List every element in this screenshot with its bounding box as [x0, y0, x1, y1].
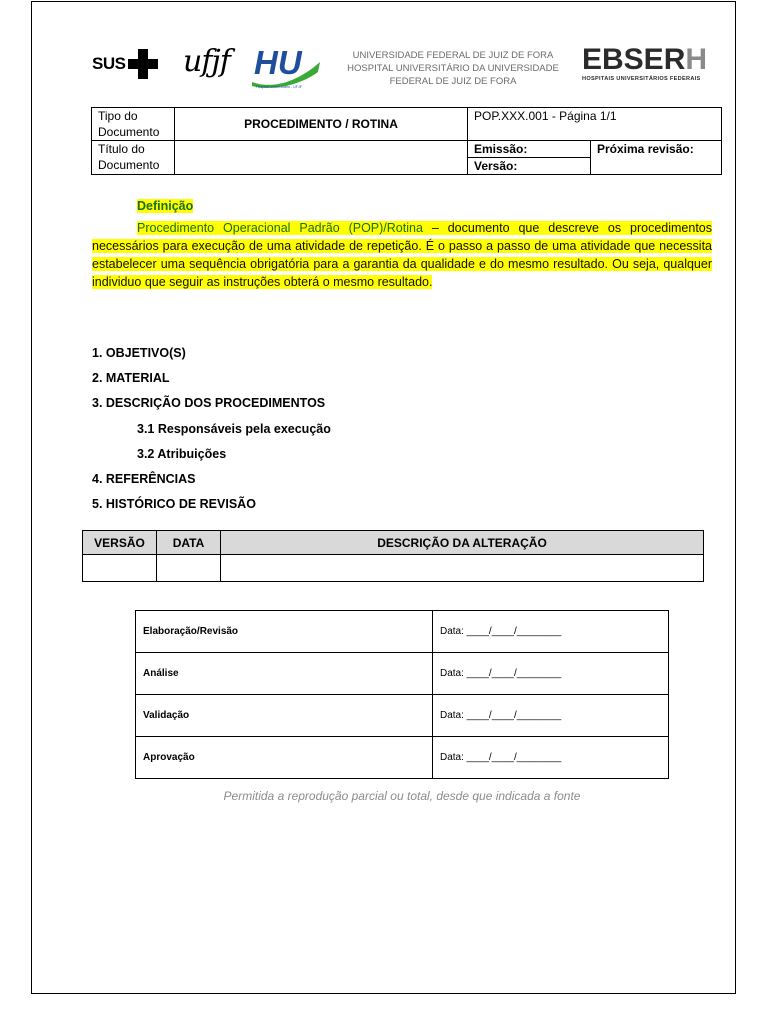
- revision-header-descricao: DESCRIÇÃO DA ALTERAÇÃO: [221, 531, 704, 555]
- institution-line-1: UNIVERSIDADE FEDERAL DE JUIZ DE FORA: [352, 50, 554, 61]
- emissao-versao-cell: [468, 141, 591, 175]
- titulo-label-cell: [92, 141, 175, 175]
- hu-logo: [248, 42, 324, 90]
- section-historico: 5. HISTÓRICO DE REVISÃO: [92, 497, 256, 511]
- section-objetivos: 1. OBJETIVO(S): [92, 346, 186, 360]
- revision-cell-versao[interactable]: [83, 555, 157, 582]
- emissao-label: Emissão:: [468, 141, 590, 158]
- document-info-table: [91, 107, 722, 175]
- ebserh-logo: [582, 44, 722, 82]
- approval-date-aprovacao[interactable]: Data: ____/____/________: [433, 737, 669, 779]
- approval-date-analise[interactable]: Data: ____/____/________: [433, 653, 669, 695]
- section-referencias: 4. REFERÊNCIAS: [92, 472, 196, 486]
- revision-cell-data[interactable]: [157, 555, 221, 582]
- table-row: [136, 737, 669, 779]
- versao-label: Versão:: [474, 159, 518, 173]
- tipo-label-line-2: Documento: [98, 125, 160, 139]
- approval-label-analise: Análise: [136, 653, 433, 695]
- table-row: [136, 695, 669, 737]
- approval-date-elaboracao[interactable]: Data: ____/____/________: [433, 611, 669, 653]
- revision-header-versao: VERSÃO: [83, 531, 157, 555]
- section-material: 2. MATERIAL: [92, 371, 170, 385]
- revision-header-data: DATA: [157, 531, 221, 555]
- approval-date-validacao[interactable]: Data: ____/____/________: [433, 695, 669, 737]
- ufjf-logo: ufjf: [183, 44, 230, 79]
- titulo-label-line-2: Documento: [98, 158, 160, 172]
- tipo-label-cell: [92, 108, 175, 141]
- table-row: [136, 653, 669, 695]
- titulo-label-line-1: Título do: [98, 142, 145, 156]
- approval-label-elaboracao: Elaboração/Revisão: [136, 611, 433, 653]
- proxima-revisao-label: Próxima revisão:: [591, 141, 722, 175]
- section-atribuicoes: 3.2 Atribuições: [137, 447, 227, 461]
- institution-name: [340, 49, 566, 88]
- ebserh-logo-subtitle: HOSPITAIS UNIVERSITÁRIOS FEDERAIS: [582, 76, 701, 82]
- definition-term: Procedimento Operacional Padrão (POP)/Rotina: [137, 221, 423, 235]
- hu-logo-text: HU: [254, 44, 302, 81]
- definition-section: [92, 197, 712, 291]
- revision-cell-descricao[interactable]: [221, 555, 704, 582]
- ebserh-logo-h: H: [685, 43, 708, 76]
- header-logos: [92, 42, 722, 92]
- section-descricao: 3. DESCRIÇÃO DOS PROCEDIMENTOS: [92, 396, 326, 410]
- hu-logo-sublabel: Hospital Universitário - UFJF: [256, 85, 302, 89]
- tipo-label-line-1: Tipo do: [98, 109, 138, 123]
- approval-table: [135, 610, 669, 779]
- institution-line-2: HOSPITAL UNIVERSITÁRIO DA UNIVERSIDADE: [347, 63, 559, 74]
- revision-history-table: [82, 530, 704, 582]
- approval-label-aprovacao: Aprovação: [136, 737, 433, 779]
- reproduction-notice: Permitida a reprodução parcial ou total, desde que indicada a fonte: [223, 789, 581, 803]
- approval-label-validacao: Validação: [136, 695, 433, 737]
- sus-logo-text: SUS: [92, 54, 126, 73]
- table-row: [83, 555, 704, 582]
- tipo-value: PROCEDIMENTO / ROTINA: [175, 108, 468, 141]
- document-code: POP.XXX.001 - Página 1/1: [468, 108, 722, 141]
- table-row: [136, 611, 669, 653]
- titulo-value[interactable]: [175, 141, 468, 175]
- cross-icon: [128, 49, 158, 79]
- definition-title: Definição: [137, 199, 194, 213]
- definition-text: – documento que descreve os procedimentos necessários para execução de uma atividade de repetição. É o passo a passo de uma atividade que necessita estabelecer uma sequência obrigatória para a garantia da qualidade e do mesmo resultado. Ou seja, qualquer individuo que seguir as instruções obterá o mesmo resultado.: [92, 221, 712, 289]
- sus-logo: [92, 48, 158, 80]
- section-responsaveis: 3.1 Responsáveis pela execução: [137, 422, 331, 436]
- ebserh-logo-main: EBSER: [582, 43, 686, 76]
- institution-line-3: FEDERAL DE JUIZ DE FORA: [389, 76, 517, 87]
